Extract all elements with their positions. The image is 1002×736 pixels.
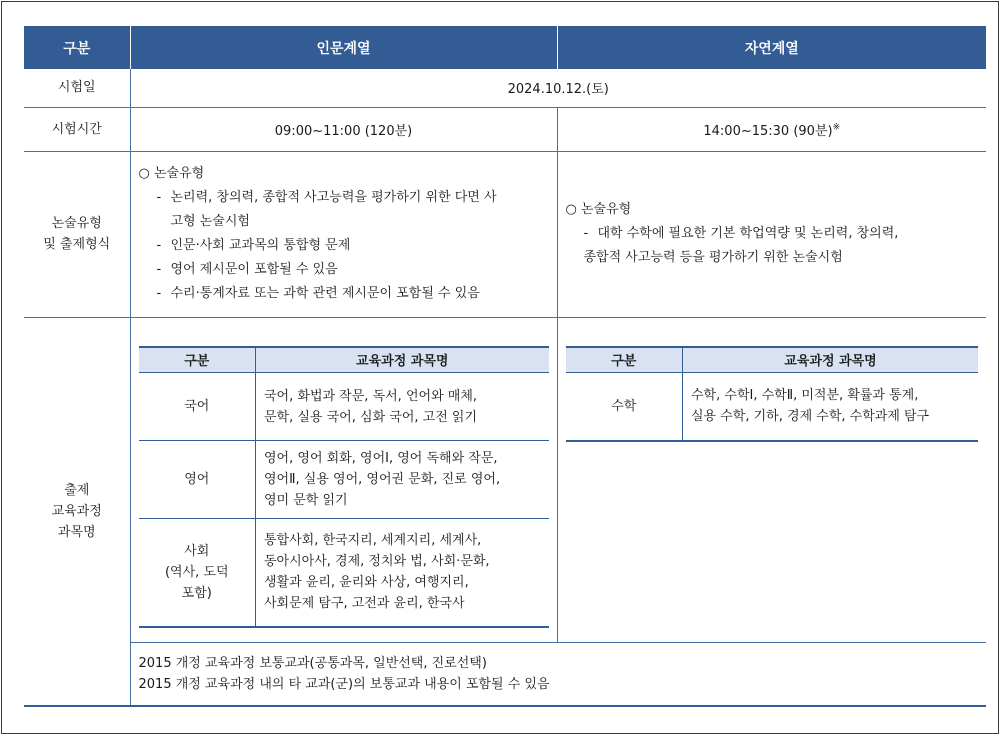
footnote-row [24, 642, 986, 706]
inner-header-subjects: 교육과정 과목명 [683, 347, 979, 373]
exam-time-row [24, 107, 986, 151]
curriculum-label [24, 317, 130, 706]
exam-date-row [24, 69, 986, 107]
table-row: 영어 영어, 영어 회화, 영어Ⅰ, 영어 독해와 작문, 영어Ⅱ, 실용 영어, 영어권 문화, 진로 영어, 영미 문학 읽기 [139, 441, 549, 519]
essay-type-humanities [130, 151, 557, 317]
exam-time-science-value: 14:00~15:30 (90분) [703, 123, 833, 139]
exam-time-label: 시험시간 [24, 107, 130, 151]
list-item: - 영어 제시문이 포함될 수 있음 [156, 262, 338, 277]
list-item: - 인문·사회 교과목의 통합형 문제 [156, 238, 351, 253]
table-header-row [24, 26, 986, 69]
list-item: - 수리·통계자료 또는 과학 관련 제시문이 포함될 수 있음 [156, 286, 480, 301]
curriculum-label-line2: 교육과정 [51, 503, 102, 519]
curriculum-label-line3: 과목명 [57, 524, 96, 540]
essay-type-label-line1: 논술유형 [51, 216, 102, 231]
curriculum-science [557, 317, 986, 642]
essay-type-row [24, 151, 986, 317]
science-subject-table [566, 346, 979, 442]
header-category: 구분 [24, 26, 130, 69]
exam-time-science [557, 107, 986, 151]
essay-type-label [24, 151, 130, 317]
exam-info-table [24, 26, 986, 707]
table-row: 수학 수학, 수학Ⅰ, 수학Ⅱ, 미적분, 확률과 통계, 실용 수학, 기하, 경제 수학, 수학과제 탐구 [566, 373, 979, 441]
exam-date-value: 2024.10.12.(토) [130, 69, 986, 107]
essay-type-label-line2: 및 출제형식 [43, 237, 111, 252]
essay-type-science [557, 151, 986, 317]
list-item: - 대학 수학에 필요한 기본 학업역량 및 논리력, 창의력, [583, 226, 899, 241]
curriculum-row [24, 317, 986, 642]
exam-date-label: 시험일 [24, 69, 130, 107]
footnote-line1: 2015 개정 교육과정 보통교과(공통과목, 일반선택, 진로선택) [138, 655, 487, 671]
inner-header-subjects: 교육과정 과목명 [256, 347, 549, 373]
footnote-line2: 2015 개정 교육과정 내의 타 교과(군)의 보통교과 내용이 포함될 수 있음 [138, 676, 550, 692]
humanities-subject-table [139, 346, 549, 628]
curriculum-footnote [130, 642, 986, 706]
list-item: - 논리력, 창의력, 종합적 사고능력을 평가하기 위한 다면 사 [156, 190, 497, 205]
table-row: 사회 (역사, 도덕 포함) 통합사회, 한국지리, 세계지리, 세계사, 동아시아사, 경제, 정치와 법, 사회·문화, 생활과 윤리, 윤리와 사상, 여행지리, 사회문제 탐구, 고전과 윤리, 한국사 [139, 519, 549, 627]
header-humanities: 인문계열 [130, 26, 557, 69]
list-item-continuation: 종합적 사고능력 등을 평가하기 위한 논술시험 [583, 250, 843, 265]
essay-type-humanities-title: ○ 논술유형 [138, 166, 205, 181]
inner-header-category: 구분 [139, 347, 256, 373]
curriculum-humanities [130, 317, 557, 642]
header-science: 자연계열 [557, 26, 986, 69]
essay-type-science-title: ○ 논술유형 [565, 202, 632, 217]
list-item-continuation: 고형 논술시험 [170, 214, 250, 229]
table-row: 국어 국어, 화법과 작문, 독서, 언어와 매체, 문학, 실용 국어, 심화 국어, 고전 읽기 [139, 373, 549, 441]
inner-header-category: 구분 [566, 347, 683, 373]
exam-time-science-mark: ※ [832, 122, 841, 133]
curriculum-label-line1: 출제 [64, 482, 90, 498]
exam-time-humanities: 09:00~11:00 (120분) [130, 107, 557, 151]
